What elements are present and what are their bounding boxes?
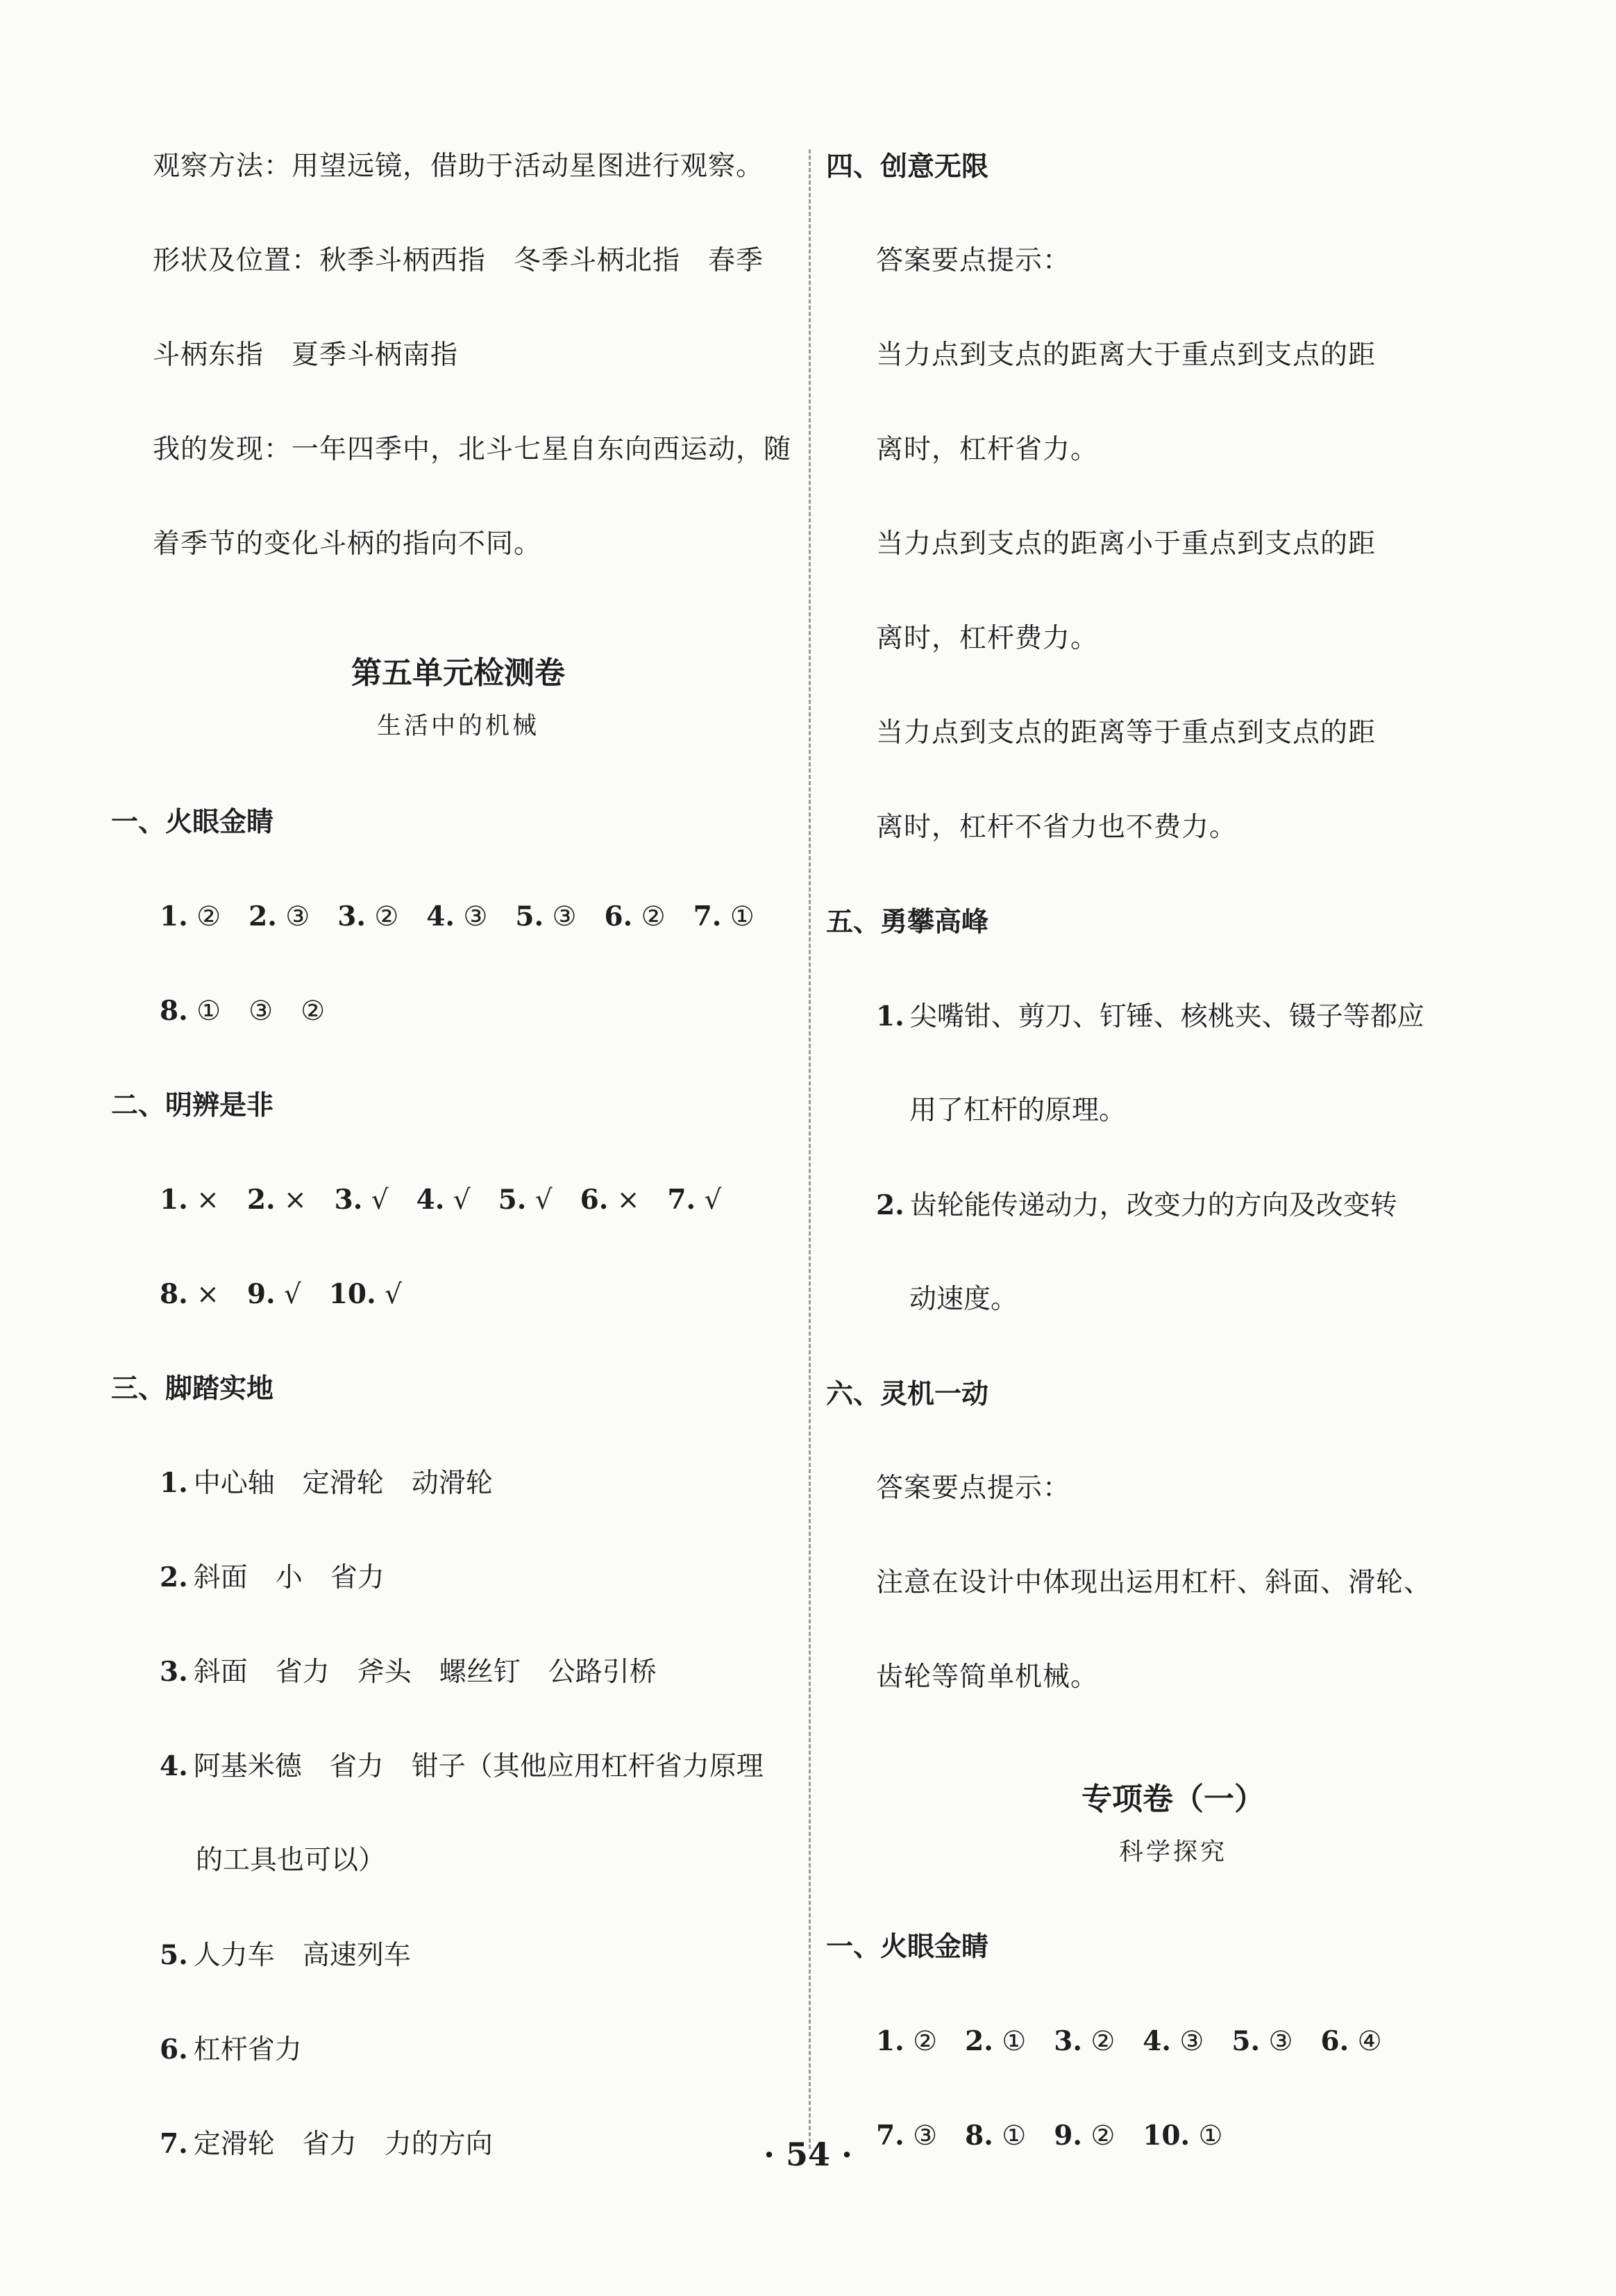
question-number: 10. [328, 1278, 376, 1310]
question-number: 1. [876, 2025, 904, 2057]
section-heading-1: 一、火眼金睛 [111, 806, 274, 838]
question-number: 8. [965, 2120, 993, 2152]
column-divider [809, 149, 811, 2149]
observe-line-2: 形状及位置：秋季斗柄西指 冬季斗柄北指 春季 [153, 245, 764, 276]
answer-value: ② [301, 996, 326, 1027]
question-number: 3. [337, 900, 366, 932]
question-number: 2. [965, 2025, 993, 2057]
answer-item [160, 1183, 219, 1217]
answer-part: 斧头 [357, 1657, 412, 1688]
answer-item [1320, 2025, 1381, 2059]
body-line: 离时，杠杆费力。 [876, 623, 1099, 654]
answer-value: ① [1198, 2120, 1223, 2152]
answer-value: ① [730, 901, 755, 932]
section-heading-4: 四、创意无限 [826, 151, 989, 183]
fill-answer-3 [160, 1655, 684, 1689]
question-number: 1. [160, 1467, 188, 1499]
answer-part: 中心轴 [193, 1468, 275, 1499]
answer-part: 定滑轮 [302, 1468, 384, 1499]
answer-value: × [196, 1184, 219, 1216]
answer-part: 省力 [329, 1751, 384, 1782]
answer-value: ③ [249, 996, 273, 1027]
answer-part: 阿基米德 [193, 1751, 302, 1782]
answer-value: ④ [1357, 2026, 1382, 2057]
answer-text: 用了杠杆的原理。 [909, 1095, 1127, 1126]
question-number: 5. [498, 1184, 527, 1216]
answer-value: × [196, 1279, 219, 1310]
observe-line-1: 观察方法：用望远镜，借助于活动星图进行观察。 [153, 151, 764, 182]
fill-answer-1 [160, 1466, 521, 1500]
observe-line-5: 着季节的变化斗柄的指向不同。 [153, 528, 542, 560]
question-number: 7. [693, 900, 722, 932]
answer-item [1054, 2025, 1115, 2059]
answer-value: ① [1002, 2026, 1027, 2057]
answer-item [1231, 2025, 1293, 2059]
answer-part: 小 [275, 1562, 303, 1593]
body-line: 齿轮等简单机械。 [876, 1661, 1099, 1693]
answer-row [160, 900, 782, 934]
answer-value: ② [1091, 2120, 1116, 2152]
body-line: 当力点到支点的距离等于重点到支点的距 [876, 717, 1377, 748]
fill-answer-6 [160, 2033, 330, 2067]
fill-answer-4-continued [196, 1844, 413, 1877]
question-number: 5. [1231, 2025, 1261, 2057]
answer-value: √ [453, 1184, 471, 1216]
answer-value: √ [704, 1184, 722, 1216]
answer-item [876, 2025, 937, 2059]
question-number: 1. [876, 1000, 904, 1032]
section-heading-3: 三、脚踏实地 [111, 1373, 274, 1405]
question-number: 10. [1143, 2120, 1190, 2152]
answer-part: 动滑轮 [411, 1468, 493, 1499]
essay-answer-2 [876, 1189, 1397, 1223]
answer-value: ② [641, 901, 666, 932]
answer-value: ① [196, 996, 221, 1027]
question-number: 2. [249, 900, 277, 932]
special-paper-title: 专项卷（一） [1081, 1782, 1265, 1817]
answer-value: ② [1091, 2026, 1116, 2057]
answer-item [335, 1183, 389, 1217]
special-paper-subtitle: 科学探究 [1118, 1838, 1227, 1866]
answer-value: ③ [913, 2120, 938, 2152]
page-number: · 54 · [763, 2136, 853, 2173]
answer-value: ② [196, 901, 221, 932]
answer-part: 定滑轮 [193, 2129, 275, 2160]
answer-item [498, 1183, 553, 1217]
answer-value: ③ [1268, 2026, 1293, 2057]
answer-item [667, 1183, 721, 1217]
fill-answer-2 [160, 1561, 412, 1595]
answer-item [580, 1183, 640, 1217]
answer-item [416, 1183, 471, 1217]
answer-item [247, 1277, 301, 1312]
answer-text: 动速度。 [909, 1284, 1018, 1315]
body-line: 答案要点提示： [876, 1473, 1071, 1504]
essay-answer-1-continued [909, 1094, 1126, 1128]
answer-value: √ [535, 1184, 553, 1216]
answer-value: ③ [1179, 2026, 1204, 2057]
answer-part: 的工具也可以） [196, 1845, 386, 1876]
answer-value: √ [371, 1184, 389, 1216]
question-number: 5. [160, 1939, 188, 1971]
answer-item [1143, 2025, 1204, 2059]
question-number: 7. [876, 2120, 904, 2152]
fill-answer-4 [160, 1750, 764, 1784]
answer-value: ② [374, 901, 399, 932]
answer-value: ① [1002, 2120, 1027, 2152]
question-number: 4. [416, 1184, 445, 1216]
question-number: 4. [1143, 2025, 1171, 2057]
body-line: 当力点到支点的距离大于重点到支点的距 [876, 340, 1377, 371]
question-number: 6. [1320, 2025, 1349, 2057]
section-heading-7: 一、火眼金睛 [826, 1931, 989, 1963]
answer-value: ③ [552, 901, 577, 932]
question-number: 7. [667, 1184, 696, 1216]
question-number: 2. [246, 1184, 276, 1216]
answer-item [693, 900, 755, 934]
answer-row [160, 1277, 430, 1312]
body-line: 答案要点提示： [876, 245, 1071, 276]
answer-value: ③ [463, 901, 488, 932]
answer-part: 省力 [330, 1562, 385, 1593]
answer-part: 钳子（其他应用杠杆省力原理 [411, 1751, 764, 1782]
answer-part: 省力 [302, 2129, 357, 2160]
question-number: 8. [160, 1278, 188, 1310]
unit5-subtitle: 生活中的机械 [376, 712, 539, 740]
section-heading-6: 六、灵机一动 [826, 1378, 989, 1410]
body-line: 注意在设计中体现出运用杠杆、斜面、滑轮、 [876, 1567, 1432, 1598]
answer-value: √ [385, 1279, 402, 1310]
answer-text: 尖嘴钳、剪刀、钉锤、核桃夹、镊子等都应 [909, 1001, 1424, 1032]
answer-part: 高速列车 [302, 1940, 411, 1971]
answer-value: ③ [285, 901, 310, 932]
answer-item [160, 994, 221, 1028]
question-number: 4. [160, 1750, 188, 1782]
question-number: 8. [160, 995, 188, 1027]
question-number: 6. [580, 1184, 609, 1216]
observe-line-3: 斗柄东指 夏季斗柄南指 [153, 340, 459, 371]
answer-item [965, 2025, 1026, 2059]
answer-row [876, 2025, 1410, 2059]
answer-part: 省力 [275, 1657, 330, 1688]
question-number: 5. [515, 900, 544, 932]
answer-item [160, 900, 221, 934]
answer-value: × [616, 1184, 640, 1216]
question-number: 3. [334, 1184, 363, 1216]
section-heading-5: 五、勇攀高峰 [826, 906, 989, 938]
answer-row [160, 994, 353, 1028]
question-number: 4. [426, 900, 455, 932]
essay-answer-1 [876, 1000, 1424, 1034]
question-number: 3. [160, 1656, 188, 1688]
question-number: 2. [160, 1561, 188, 1593]
answer-part: 力的方向 [384, 2129, 493, 2160]
question-number: 1. [160, 900, 188, 932]
question-number: 6. [604, 900, 633, 932]
answer-item [426, 900, 487, 934]
answer-item [329, 1277, 402, 1312]
section-heading-2: 二、明辨是非 [111, 1089, 274, 1121]
answer-text: 齿轮能传递动力，改变力的方向及改变转 [909, 1190, 1397, 1221]
answer-item [604, 900, 665, 934]
answer-row [160, 1183, 749, 1217]
question-number: 3. [1054, 2025, 1082, 2057]
answer-item [247, 1183, 307, 1217]
answer-item [249, 900, 310, 934]
body-line: 离时，杠杆省力。 [876, 434, 1099, 465]
question-number: 6. [160, 2034, 188, 2065]
question-number: 7. [160, 2128, 188, 2160]
answer-item [515, 900, 576, 934]
observe-line-4: 我的发现：一年四季中，北斗七星自东向西运动，随 [153, 434, 792, 465]
answer-part: 人力车 [193, 1940, 275, 1971]
question-number: 9. [1054, 2120, 1082, 2152]
answer-part: 螺丝钉 [439, 1657, 521, 1688]
unit5-title: 第五单元检测卷 [351, 655, 565, 691]
fill-answer-5 [160, 1938, 439, 1972]
answer-value: √ [283, 1279, 301, 1310]
answer-value: × [283, 1184, 307, 1216]
answer-item [337, 900, 398, 934]
essay-answer-2-continued [909, 1283, 1018, 1316]
answer-part: 杠杆省力 [193, 2034, 302, 2065]
question-number: 1. [160, 1184, 188, 1216]
answer-part: 斜面 [193, 1657, 248, 1688]
answer-value: ② [913, 2026, 938, 2057]
answer-part: 公路引桥 [548, 1657, 657, 1688]
answer-part: 斜面 [193, 1562, 248, 1593]
question-number: 2. [876, 1189, 904, 1221]
body-line: 离时，杠杆不省力也不费力。 [876, 812, 1238, 843]
answer-item [160, 1277, 219, 1312]
question-number: 9. [246, 1278, 276, 1310]
body-line: 当力点到支点的距离小于重点到支点的距 [876, 528, 1377, 560]
